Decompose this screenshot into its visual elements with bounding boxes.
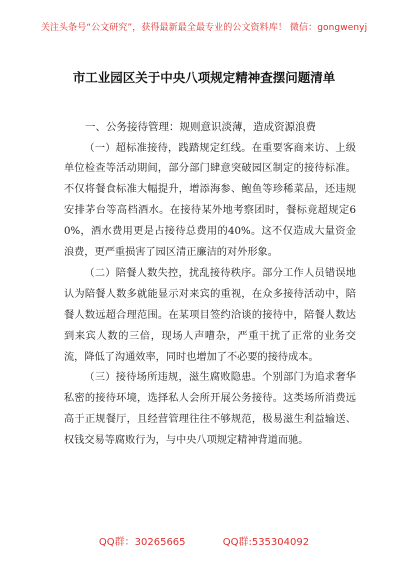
section-heading: 一、公务接待管理：规则意识淡薄，造成资源浪费 [85, 121, 316, 133]
footer [0, 536, 408, 550]
document-body [64, 116, 356, 452]
document-title: 市工业园区关于中央八项规定精神查摆问题清单 [72, 70, 336, 85]
header-banner: 关注头条号“公文研究”，获得最新最全最专业的公文资料库！ 微信：gongwenyj [40, 23, 368, 33]
footer-qq-group-1: QQ群：30265665 [98, 537, 186, 548]
footer-qq-group-2: QQ群:535304092 [222, 537, 310, 548]
paragraph-3: （三）接待场所违规，滋生腐败隐患。个别部门为追求奢华私密的接待环境，选择私人会所开展公务接待。这类场所消费远高于正规餐厅，且经营管理往往不够规范，极易滋生利益输送、权钱交易等腐败行为，与中央八项规定精神背道而驰。 [64, 372, 356, 447]
paragraph-2: （二）陪餐人数失控，扰乱接待秩序。部分工作人员错误地认为陪餐人数多就能显示对来宾的重视，在众多接待活动中，陪餐人数远超合理范围。在某项目签约洽谈的接待中，陪餐人数达到来宾人数的三倍，现场人声嘈杂，严重干扰了正常的业务交流，降低了沟通效率，同时也增加了不必要的接待成本。 [64, 267, 356, 363]
paragraph-1: （一）超标准接待，践踏规定红线。在重要客商来访、上级单位检查等活动期间，部分部门肆意突破园区制定的接待标准。不仅将餐食标准大幅提升，增添海参、鲍鱼等珍稀菜品，还违规安排茅台等高档酒水。在接待某外地考察团时，餐标竟超规定60%，酒水费用更是占接待总费用的40%。这不仅造成大量资金浪费，更严重损害了园区清正廉洁的对外形象。 [64, 142, 356, 259]
